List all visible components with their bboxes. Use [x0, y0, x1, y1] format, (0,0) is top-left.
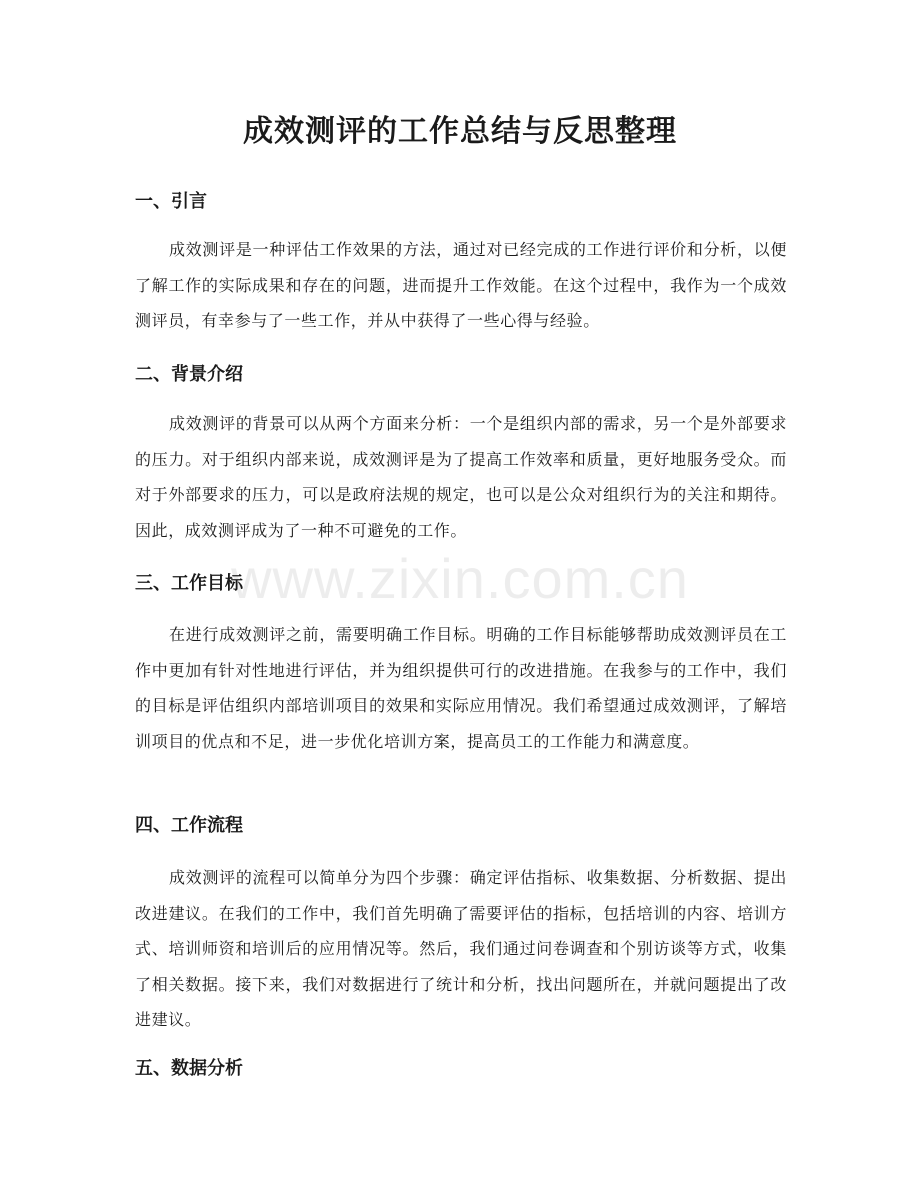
- section-paragraph-process: 成效测评的流程可以简单分为四个步骤：确定评估指标、收集数据、分析数据、提出改进建议。在我们的工作中，我们首先明确了需要评估的指标，包括培训的内容、培训方式、培训师资和培训后的应用情况等。然后，我们通过问卷调查和个别访谈等方式，收集了相关数据。接下来，我们对数据进行了统计和分析，找出问题所在，并就问题提出了改进建议。: [135, 868, 787, 1029]
- section-heading-introduction: 一、引言: [135, 191, 207, 212]
- watermark-text: www.zixin.com.cn: [231, 547, 689, 610]
- section-paragraph-goals: 在进行成效测评之前，需要明确工作目标。明确的工作目标能够帮助成效测评员在工作中更加有针对性地进行评估，并为组织提供可行的改进措施。在我参与的工作中，我们的目标是评估组织内部培训项目的效果和实际应用情况。我们希望通过成效测评，了解培训项目的优点和不足，进一步优化培训方案，提高员工的工作能力和满意度。: [135, 625, 787, 751]
- section-heading-process: 四、工作流程: [135, 815, 243, 836]
- section-heading-goals: 三、工作目标: [135, 573, 243, 594]
- section-paragraph-introduction: 成效测评是一种评估工作效果的方法，通过对已经完成的工作进行评价和分析，以便了解工作的实际成果和存在的问题，进而提升工作效能。在这个过程中，我作为一个成效测评员，有幸参与了一些工作，并从中获得了一些心得与经验。: [135, 240, 787, 330]
- document-title: 成效测评的工作总结与反思整理: [243, 114, 677, 149]
- section-heading-data-analysis: 五、数据分析: [135, 1058, 243, 1079]
- section-paragraph-background: 成效测评的背景可以从两个方面来分析：一个是组织内部的需求，另一个是外部要求的压力。对于组织内部来说，成效测评是为了提高工作效率和质量，更好地服务受众。而对于外部要求的压力，可以是政府法规的规定，也可以是公众对组织行为的关注和期待。因此，成效测评成为了一种不可避免的工作。: [135, 414, 787, 540]
- section-heading-background: 二、背景介绍: [135, 364, 243, 385]
